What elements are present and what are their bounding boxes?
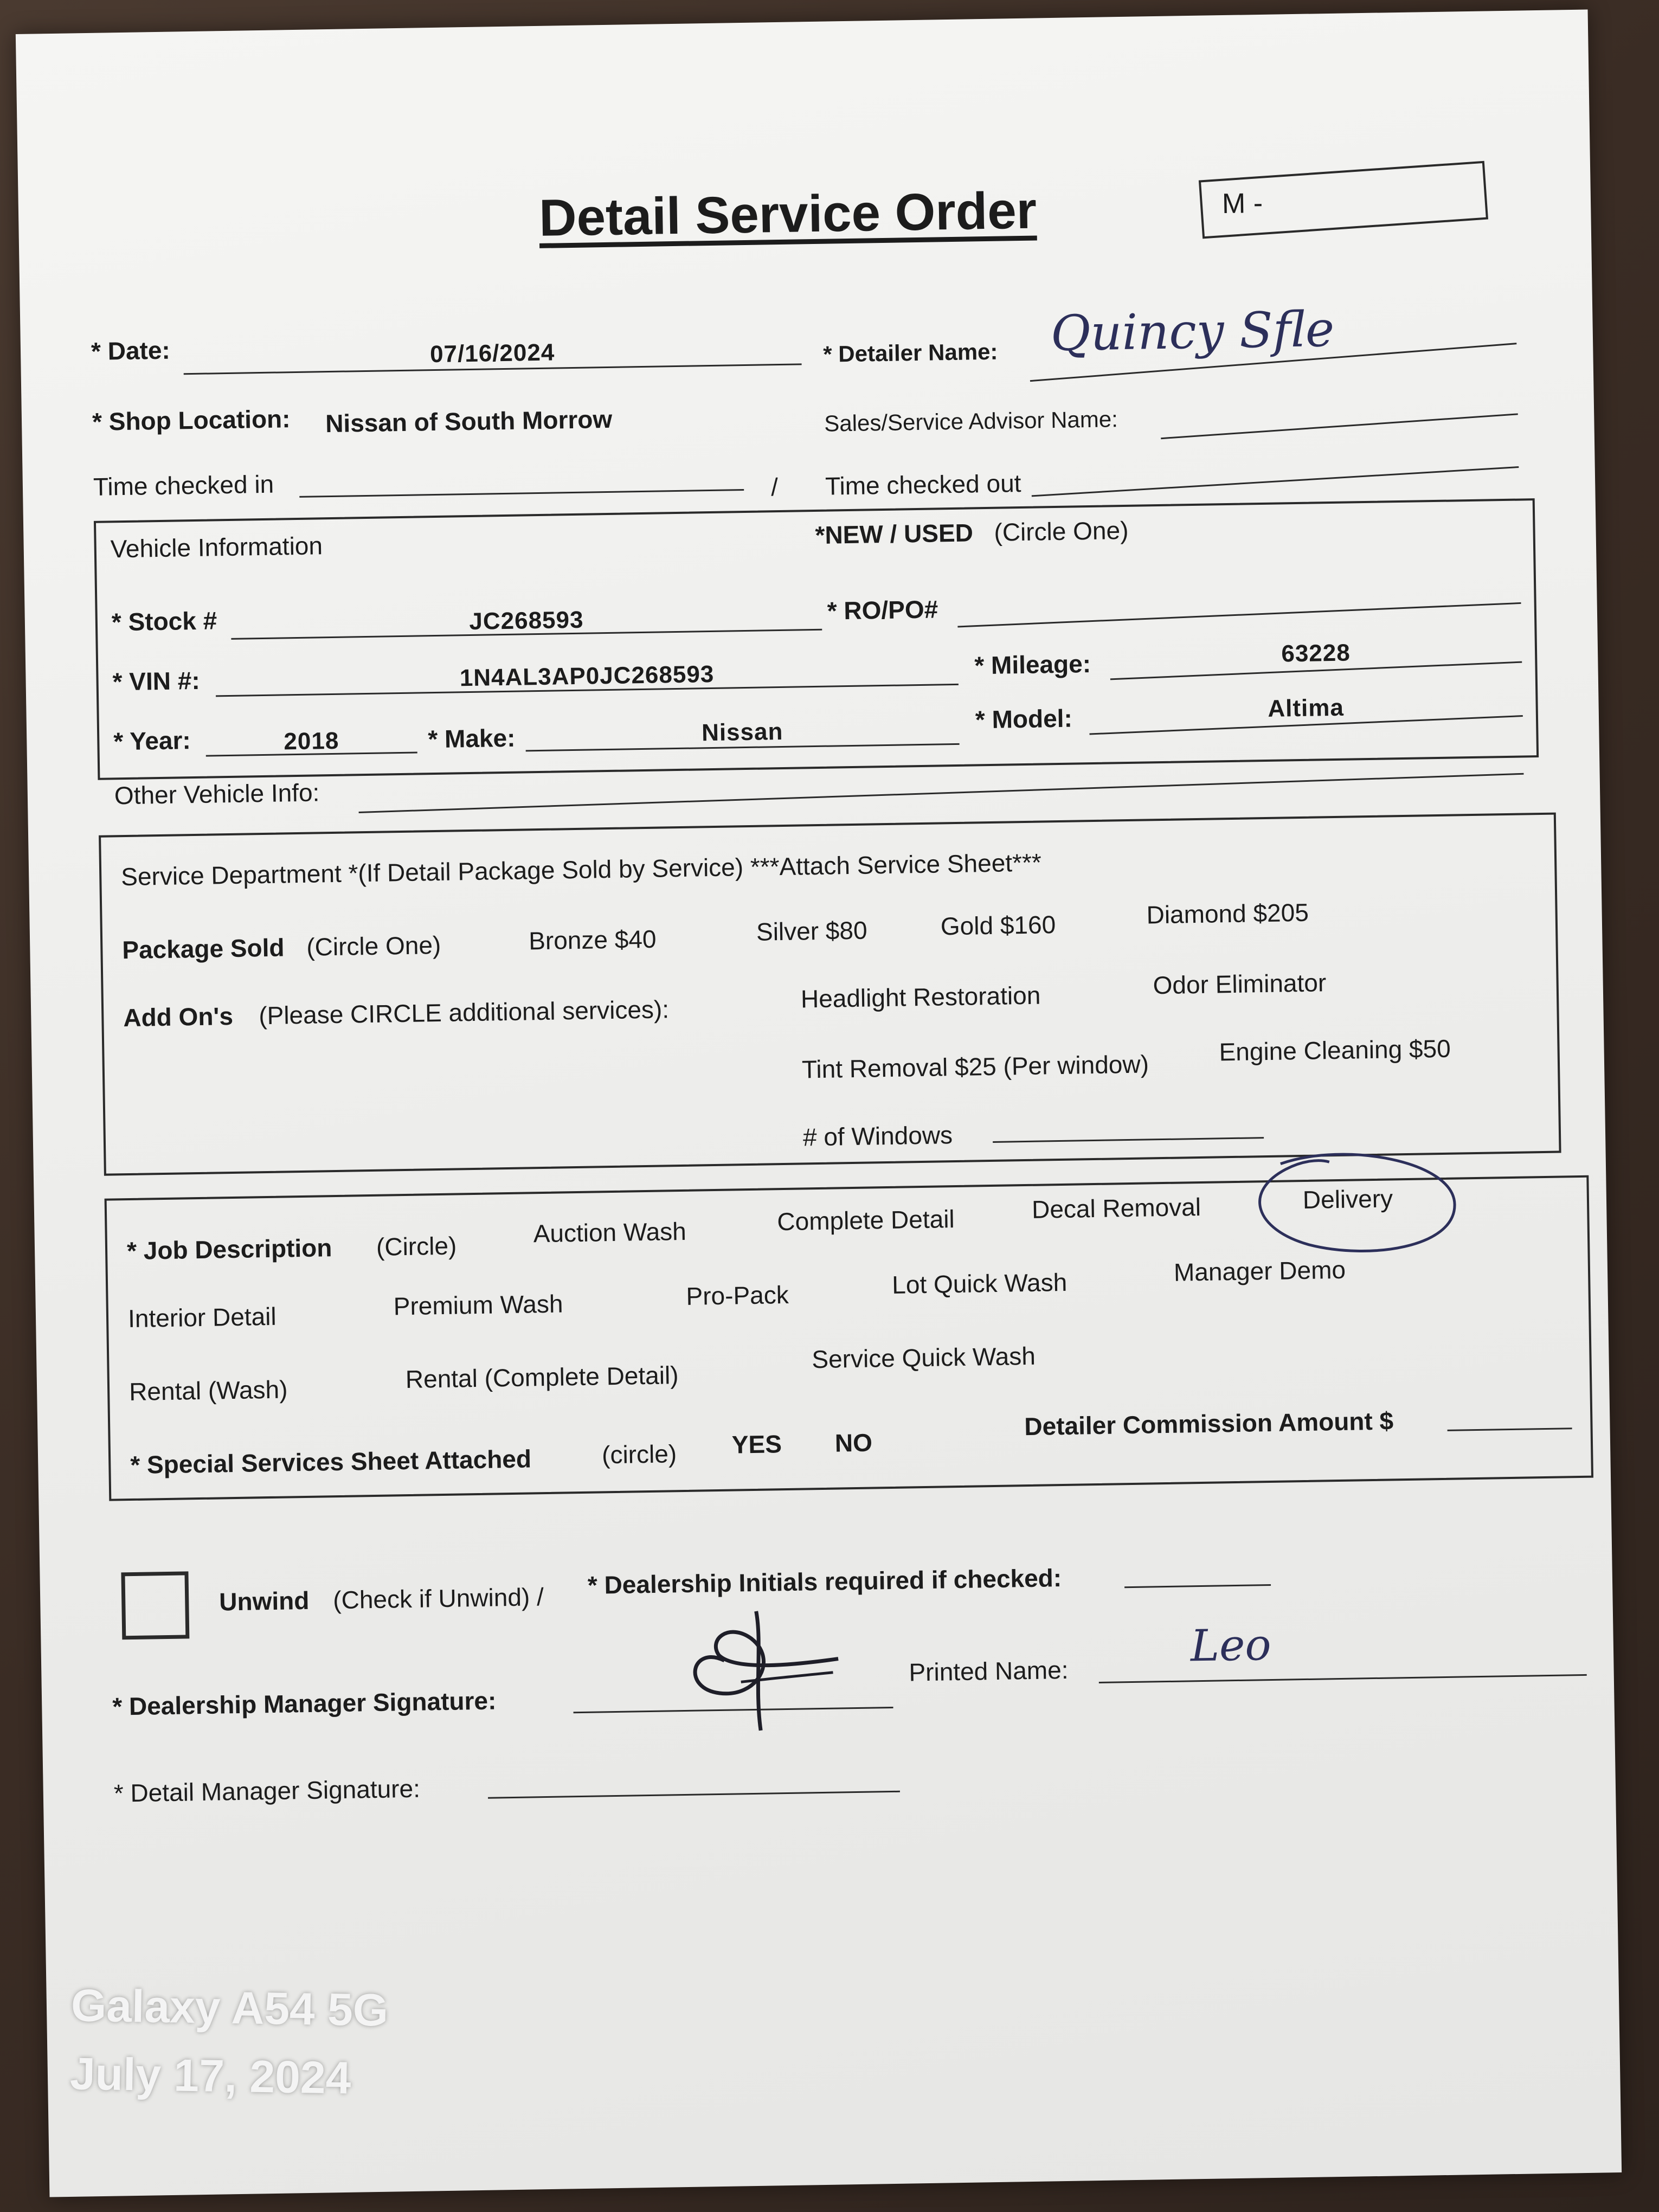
addons-note: (Please CIRCLE additional services): xyxy=(258,995,670,1030)
make-value[interactable]: Nissan xyxy=(701,718,783,747)
job-interior-detail[interactable]: Interior Detail xyxy=(127,1302,277,1333)
model-label: * Model: xyxy=(975,704,1073,734)
make-label: * Make: xyxy=(427,723,516,754)
time-out-label: Time checked out xyxy=(825,468,1021,500)
shop-location-label: * Shop Location: xyxy=(92,404,291,436)
time-in-label: Time checked in xyxy=(93,470,274,501)
service-header: Service Department *(If Detail Package Sold by Service) ***Attach Service Sheet*** xyxy=(120,848,1042,891)
stock-label: * Stock # xyxy=(111,606,217,636)
vin-label: * VIN #: xyxy=(112,666,201,696)
advisor-name-label: Sales/Service Advisor Name: xyxy=(824,406,1118,436)
detail-manager-signature-label: * Detail Manager Signature: xyxy=(113,1774,421,1808)
time-in-line xyxy=(299,489,744,498)
other-vehicle-info-line xyxy=(359,773,1524,813)
date-label: * Date: xyxy=(91,336,171,365)
camera-capture-date: July 17, 2024 xyxy=(69,2048,352,2104)
time-out-line xyxy=(1032,466,1519,497)
job-service-quick-wash[interactable]: Service Quick Wash xyxy=(812,1341,1036,1374)
detail-manager-signature-line xyxy=(488,1791,900,1799)
new-used-label: *NEW / USED xyxy=(815,518,974,549)
new-used-note: (Circle One) xyxy=(994,516,1129,546)
advisor-name-line xyxy=(1161,413,1518,439)
camera-device-name: Galaxy A54 5G xyxy=(70,1979,389,2036)
job-description-label: * Job Description xyxy=(126,1233,332,1265)
dealership-initials-line xyxy=(1124,1584,1271,1588)
ro-po-label: * RO/PO# xyxy=(827,595,938,625)
printed-name-handwriting: Leo xyxy=(1190,1619,1272,1671)
stock-value[interactable]: JC268593 xyxy=(469,606,584,635)
job-decal-removal[interactable]: Decal Removal xyxy=(1031,1192,1201,1224)
date-value[interactable]: 07/16/2024 xyxy=(429,339,555,368)
vehicle-info-label: Vehicle Information xyxy=(110,531,323,563)
unwind-label: Unwind xyxy=(218,1586,310,1616)
addon-tint-removal[interactable]: Tint Removal $25 (Per window) xyxy=(801,1050,1149,1084)
windows-count-label: # of Windows xyxy=(802,1121,953,1152)
service-order-sheet xyxy=(16,9,1622,2197)
shop-location-value[interactable]: Nissan of South Morrow xyxy=(325,404,613,438)
year-value[interactable]: 2018 xyxy=(284,727,339,755)
addon-headlight-restoration[interactable]: Headlight Restoration xyxy=(800,981,1041,1013)
package-sold-note: (Circle One) xyxy=(306,930,441,961)
dealership-manager-signature-label: * Dealership Manager Signature: xyxy=(112,1686,497,1721)
special-services-label: * Special Services Sheet Attached xyxy=(130,1444,532,1480)
page-title: Detail Service Order xyxy=(538,181,1037,247)
job-manager-demo[interactable]: Manager Demo xyxy=(1173,1255,1346,1287)
mileage-value[interactable]: 63228 xyxy=(1281,639,1351,667)
special-services-note: (circle) xyxy=(601,1439,677,1469)
detailer-name-label: * Detailer Name: xyxy=(822,338,998,367)
year-label: * Year: xyxy=(113,726,191,756)
job-auction-wash[interactable]: Auction Wash xyxy=(533,1217,687,1248)
special-services-yes[interactable]: YES xyxy=(731,1430,782,1459)
job-complete-detail[interactable]: Complete Detail xyxy=(777,1205,955,1236)
addon-engine-cleaning[interactable]: Engine Cleaning $50 xyxy=(1219,1034,1451,1066)
special-services-no[interactable]: NO xyxy=(834,1428,873,1457)
package-diamond[interactable]: Diamond $205 xyxy=(1146,898,1309,929)
package-sold-label: Package Sold xyxy=(121,933,285,964)
job-pro-pack[interactable]: Pro-Pack xyxy=(686,1280,789,1310)
detailer-signature: Quincy Sfle xyxy=(1050,300,1335,363)
addon-odor-eliminator[interactable]: Odor Eliminator xyxy=(1153,968,1327,1000)
job-delivery[interactable]: Delivery xyxy=(1302,1184,1393,1214)
package-bronze[interactable]: Bronze $40 xyxy=(528,924,657,955)
job-lot-quick-wash[interactable]: Lot Quick Wash xyxy=(891,1268,1068,1299)
job-description-note: (Circle) xyxy=(376,1231,457,1261)
dealership-initials-label: * Dealership Initials required if checked: xyxy=(587,1564,1062,1599)
dealership-manager-signature xyxy=(658,1599,856,1743)
printed-name-line xyxy=(1099,1674,1587,1683)
package-silver[interactable]: Silver $80 xyxy=(756,916,867,946)
other-vehicle-info-label: Other Vehicle Info: xyxy=(114,778,320,810)
job-premium-wash[interactable]: Premium Wash xyxy=(393,1289,563,1321)
delivery-circle-mark xyxy=(1237,1144,1466,1268)
printed-name-label: Printed Name: xyxy=(909,1655,1069,1687)
unwind-note: (Check if Unwind) / xyxy=(332,1583,544,1615)
commission-label: Detailer Commission Amount $ xyxy=(1024,1406,1394,1441)
unwind-checkbox[interactable] xyxy=(121,1571,189,1639)
camera-watermark xyxy=(69,1971,389,2112)
package-gold[interactable]: Gold $160 xyxy=(940,910,1056,941)
job-rental-wash[interactable]: Rental (Wash) xyxy=(128,1375,288,1406)
time-separator: / xyxy=(770,473,779,501)
job-rental-complete-detail[interactable]: Rental (Complete Detail) xyxy=(405,1361,679,1394)
addons-label: Add On's xyxy=(123,1001,234,1032)
vin-value[interactable]: 1N4AL3AP0JC268593 xyxy=(459,660,715,692)
mileage-label: * Mileage: xyxy=(974,650,1091,680)
order-number-prefix: M - xyxy=(1221,187,1263,220)
model-value[interactable]: Altima xyxy=(1268,694,1345,722)
